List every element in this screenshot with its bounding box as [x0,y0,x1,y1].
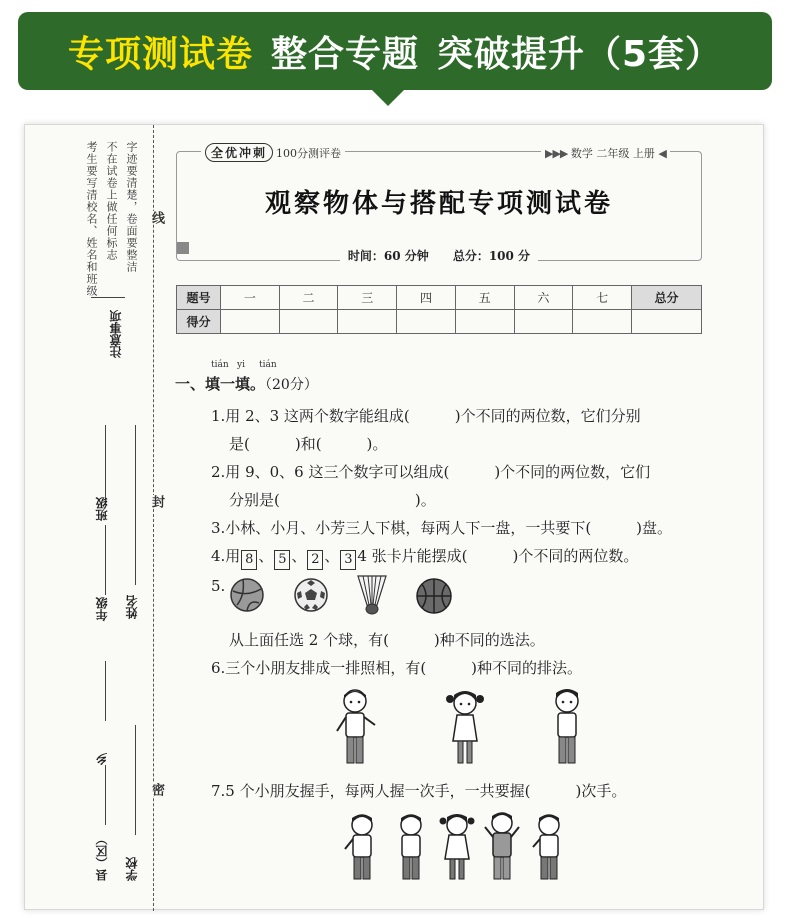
score-table [176,285,702,334]
brand [201,143,345,162]
question-5-number: 5. [211,577,226,595]
section-title-text: 一、填一填。 [175,375,266,393]
banner-part3: 突破提升（5套） [436,33,723,75]
basketball-icon [415,577,453,615]
child-icon [341,813,383,883]
page-title: 观察物体与搭配专项测试卷 [264,189,613,219]
child-icon [481,811,523,883]
notice-label: 注意事项 [109,310,123,358]
grade-blank[interactable] [105,525,106,595]
number-card: 5 [274,550,290,570]
brand-subtitle: 100分测评卷 [276,146,342,160]
shuttlecock-icon [355,573,389,617]
class-blank[interactable] [105,425,106,505]
section-points: （20分） [265,377,318,393]
time-label: 时间：60 分钟 [347,249,429,263]
score-cell[interactable] [514,310,573,334]
col-total: 总分 [632,286,702,310]
notice-line-2: 不在试卷上做任何标志 [105,141,118,261]
number-card: 2 [307,550,323,570]
child-boy-icon [547,687,587,769]
seal-char-seal: 封 [149,495,164,508]
child-icon [393,813,429,883]
county-label: 县（区） [95,833,109,881]
time-score-info [176,247,702,264]
score-cell[interactable] [573,310,632,334]
grade-info [541,145,670,161]
question-4-prefix: 4.用 [211,547,241,565]
school-label: 学校 [125,857,139,881]
question-3: 3.小林、小月、小芳三人下棋，每两人下一盘，一共要下( )盘。 [211,519,673,537]
township-blank[interactable] [105,661,106,721]
pinyin-2: yi [237,360,245,370]
score-cell[interactable] [455,310,514,334]
seal-char-line: 线 [149,211,164,224]
class-label: 班级 [95,497,109,521]
notice-line-3: 字迹要清楚，卷面要整洁 [125,141,138,273]
county-blank[interactable] [105,765,106,825]
seal-char-secret: 密 [149,783,164,796]
volleyball-icon [229,577,265,613]
banner-pointer [370,88,406,106]
col-6: 六 [514,286,573,310]
grade-text: 数学 二年级 上册 [570,147,655,160]
child-girl-icon [443,689,487,767]
grade-tail: ◀ [658,147,666,160]
name-label: 姓名 [125,595,139,619]
score-cell[interactable] [338,310,397,334]
question-2-line-1: 2.用 9、0、6 这三个数字可以组成( )个不同的两位数，它们 [211,463,651,481]
child-icon [529,813,569,883]
child-boy-icon [331,687,381,769]
question-7: 7.5 个小朋友握手，每两人握一次手，一共要握( )次手。 [211,782,627,800]
row-head-question: 题号 [177,286,221,310]
col-3: 三 [338,286,397,310]
name-blank[interactable] [135,425,136,585]
col-4: 四 [397,286,456,310]
promo-banner [18,12,772,90]
brand-name: 全优冲刺 [205,143,273,162]
question-2-line-2: 分别是( )。 [229,491,436,509]
banner-part2: 整合专题 [270,33,419,75]
banner-text [18,12,772,90]
soccer-ball-icon [293,577,329,613]
grade-label: 年级 [95,597,109,621]
question-5-text: 从上面任选 2 个球，有( )种不同的选法。 [229,631,545,649]
question-6: 6.三个小朋友排成一排照相，有( )种不同的排法。 [211,659,583,677]
col-2: 二 [279,286,338,310]
question-1-line-1: 1.用 2、3 这两个数字能组成( )个不同的两位数，它们分别 [211,407,641,425]
number-card: 8 [241,550,257,570]
question-4-suffix: 4 张卡片能摆成( )个不同的两位数。 [357,547,639,565]
pinyin-1: tián [211,360,229,370]
score-cell[interactable] [221,310,280,334]
question-1-line-2: 是( )和( )。 [229,435,388,453]
notice-line-1: 考生要写清校名、姓名和班级 [85,141,98,297]
score-cell[interactable] [279,310,338,334]
exam-paper [24,124,764,910]
section-title [175,373,318,394]
col-7: 七 [573,286,632,310]
score-table-score-row [177,310,702,334]
score-cell-total[interactable] [632,310,702,334]
township-label: 乡 [95,753,109,765]
question-4: 4.用 8 、 5 、 2 、 3 4 张卡片能摆成( )个不同的两位数。 [211,545,638,570]
banner-part1: 专项测试卷 [67,33,253,75]
score-cell[interactable] [397,310,456,334]
notice-divider [91,297,125,298]
score-table-header-row [177,286,702,310]
col-1: 一 [221,286,280,310]
pinyin-3: tián [259,360,277,370]
row-head-score: 得分 [177,310,221,334]
col-5: 五 [455,286,514,310]
child-girl-icon [437,813,477,883]
grade-arrows: ▶▶▶ [545,147,568,160]
total-score-label: 总分：100 分 [452,249,531,263]
school-blank[interactable] [135,725,136,835]
number-card: 3 [340,550,356,570]
